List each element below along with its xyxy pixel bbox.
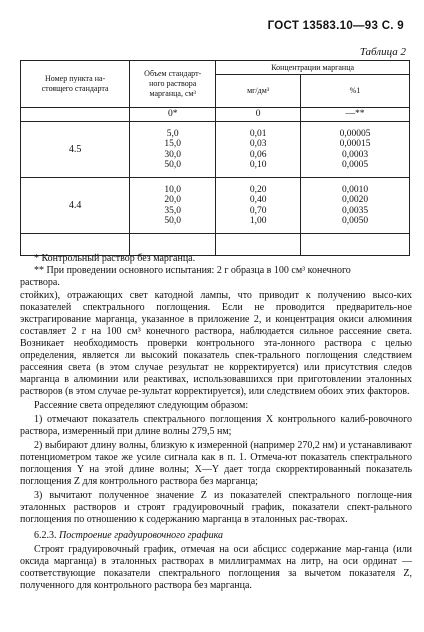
table-title: Таблица 2 — [359, 46, 406, 58]
footnote: ** При проведении основного испытания: 2 г образца в 100 см³ конечного — [34, 265, 351, 276]
footnote: раствора. — [20, 277, 60, 288]
page-header: ГОСТ 13583.10—93 С. 9 — [267, 20, 404, 32]
paragraph: 2) выбирают длину волны, близкую к измеренной (например 270,2 нм) и устанавливают потенциометром такое же усиле сигнала как в п. 1. Отмеча-ют показатель спектрального поглощения Y на этой длине волны; X—Y дает тогда скорректированный показатель поглощения Z для контрольного раствора без марганца; — [20, 440, 412, 487]
manganese-table — [20, 60, 410, 256]
table-row: 4.4 10,0 20,0 35,0 50,0 0,20 0,40 0,70 1,00 0,0010 0,0020 0,0035 0,0050 — [21, 178, 410, 234]
header-pct: %1 — [301, 75, 410, 108]
paragraph: Рассеяние света определяют следующим образом: — [34, 400, 249, 411]
paragraph: Строят градуировочный график, отмечая на оси абсцисс содержание мар-ганца (или оксида марганца) в эталонных растворах в миллиграммах на литр, на оси ординат — соответствующие показатели спектрального поглощения за вычетом показателя Z, полученного для контрольного раствора без марганца. — [20, 544, 412, 591]
footnotes — [20, 253, 414, 289]
header-concentration: Концентрации марганца — [216, 61, 410, 75]
paragraph: стойких), отражающих свет катодной лампы, что приводит к получению высо-ких показателей спектрального поглощения. Если не проводится предваритель-ное экстрагирование марганца, указанное в приложение 2, и концентрация окиси алюминия составляет 2 г на 100 см³ конечного раствора, наблюдается сильное рассеяние света. Возникает необходимость проверки контрольного эта-лонного раствора с целью определения, является ли высокий показатель спек-трального поглощения следствием рассеяния света (в этом случае результат не корректируется) или присутствия следов марганца в алюминии или реактивах, использовавшихся при приготовлении эталонных растворов (в этом случае ре-зультат корректируется), или следствием обоих этих факторов. — [20, 290, 412, 397]
header-volume: Объем стандарт- ного раствора марганца, см³ — [130, 61, 216, 108]
table-row-zero: 0* 0 —** — [21, 108, 410, 122]
section-heading: 6.2.3. Построение градуировочного графика — [34, 530, 223, 541]
table-row: 4.5 5,0 15,0 30,0 50,0 0,01 0,03 0,06 0,10 0,00005 0,00015 0,0003 0,0005 — [21, 122, 410, 178]
header-mg: мг/дм³ — [216, 75, 301, 108]
footnote: * Контрольный раствор без марганца. — [34, 253, 196, 264]
body-text — [20, 290, 412, 594]
header-point: Номер пункта на- стоящего стандарта — [21, 61, 130, 108]
paragraph: 3) вычитают полученное значение Z из показателей спектрального поглоще-ния эталонных растворов и строят градуировочный график, показатели спект-рального поглощения по отношению к содержанию марганца в эталонных рас-творах. — [20, 490, 412, 525]
paragraph: 1) отмечают показатель спектрального поглощения X контрольного калиб-ровочного раствора, измеренный при длине волны 279,5 нм; — [20, 414, 412, 437]
